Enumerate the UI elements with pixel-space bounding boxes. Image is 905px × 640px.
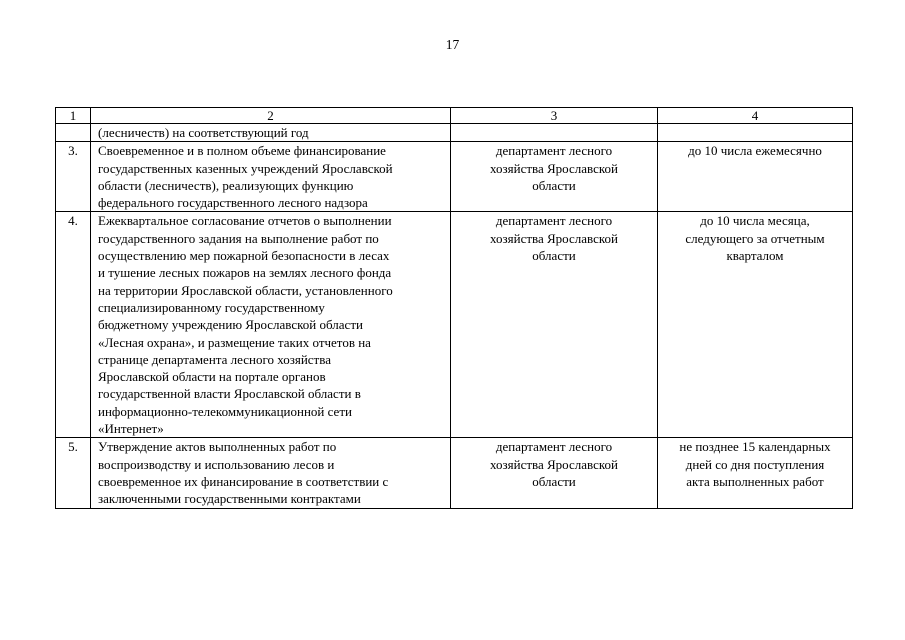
task-description: Утверждение актов выполненных работ по воспроизводству и использованию лесов и своевременное их финансирование в соответствии с заключенными государственными контрактами bbox=[91, 438, 451, 508]
task-description: (лесничеств) на соответствующий год bbox=[91, 124, 451, 142]
executor bbox=[451, 124, 658, 142]
page-number: 17 bbox=[445, 37, 460, 52]
deadline: до 10 числа месяца, следующего за отчетным кварталом bbox=[658, 212, 853, 438]
table-row bbox=[56, 142, 853, 212]
deadline bbox=[658, 124, 853, 142]
deadline: не позднее 15 календарных дней со дня поступления акта выполненных работ bbox=[658, 438, 853, 508]
column-number-2: 2 bbox=[91, 108, 451, 124]
table-header-row bbox=[56, 108, 853, 124]
executor: департамент лесного хозяйства Ярославской области bbox=[451, 438, 658, 508]
action-plan-table bbox=[55, 107, 853, 509]
column-number-1: 1 bbox=[56, 108, 91, 124]
table-row-continuation bbox=[56, 124, 853, 142]
column-number-4: 4 bbox=[658, 108, 853, 124]
executor: департамент лесного хозяйства Ярославской области bbox=[451, 212, 658, 438]
row-number: 3. bbox=[56, 142, 91, 212]
table-row bbox=[56, 212, 853, 438]
task-description: Своевременное и в полном объеме финансирование государственных казенных учреждений Ярославской области (лесничеств), реализующих функцию федерального государственного лесного надзора bbox=[91, 142, 451, 212]
row-number: 4. bbox=[56, 212, 91, 438]
column-number-3: 3 bbox=[451, 108, 658, 124]
table-row bbox=[56, 438, 853, 508]
deadline: до 10 числа ежемесячно bbox=[658, 142, 853, 212]
row-number bbox=[56, 124, 91, 142]
task-description: Ежеквартальное согласование отчетов о выполнении государственного задания на выполнение работ по осуществлению мер пожарной безопасности в лесах и тушение лесных пожаров на землях лесного фонда на территории Ярославской области, установленного специализированному государственному бюджетному учреждению Ярославской области «Лесная охрана», и размещение таких отчетов на странице департамента лесного хозяйства Ярославской области на портале органов государственной власти Ярославской области в информационно-телекоммуникационной сети «Интернет» bbox=[91, 212, 451, 438]
row-number: 5. bbox=[56, 438, 91, 508]
executor: департамент лесного хозяйства Ярославской области bbox=[451, 142, 658, 212]
